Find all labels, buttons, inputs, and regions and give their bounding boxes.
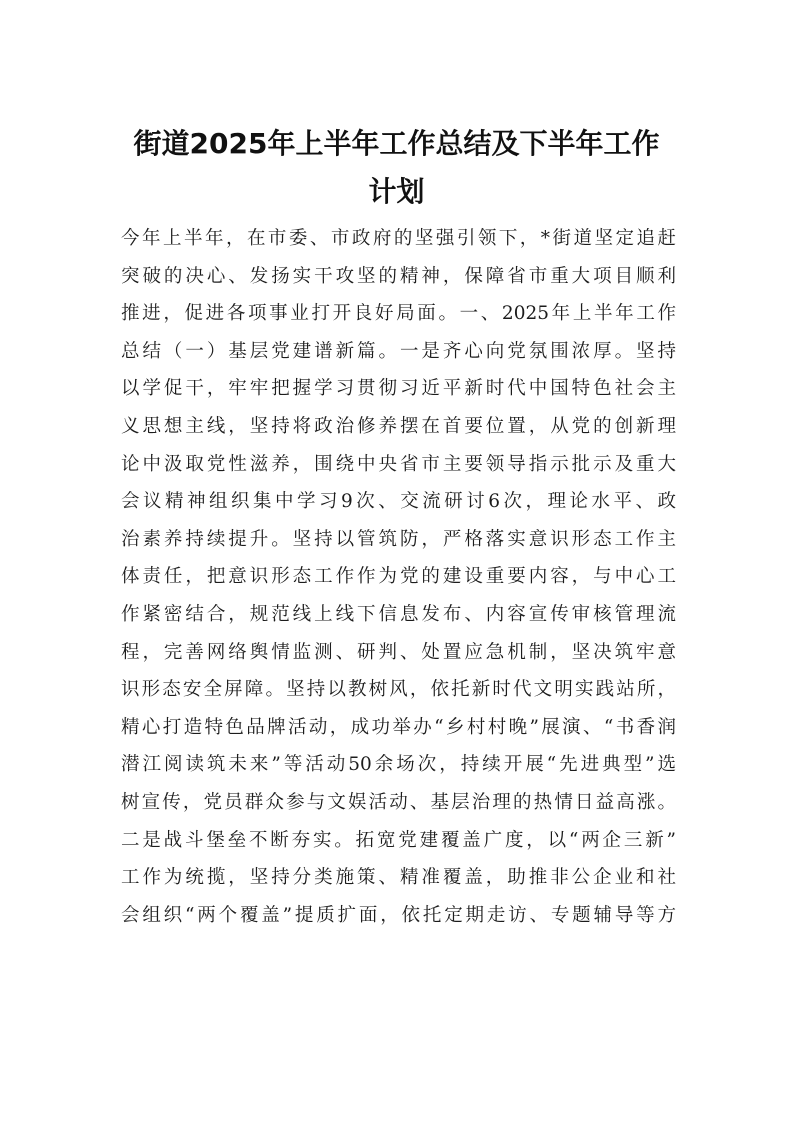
body-line-19: 会组织“两个覆盖”提质扩面，依托定期走访、专题辅导等方 <box>121 904 676 926</box>
body-line-6: 义思想主线，坚持将政治修养摆在首要位置，从党的创新理 <box>121 415 676 437</box>
body-line-13: 识形态安全屏障。坚持以教树风，依托新时代文明实践站所， <box>121 679 676 701</box>
body-line-4: 总结（一）基层党建谱新篇。一是齐心向党氛围浓厚。坚持 <box>121 340 676 362</box>
body-line-11: 作紧密结合，规范线上线下信息发布、内容宣传审核管理流 <box>121 603 676 625</box>
body-line-5: 以学促干，牢牢把握学习贯彻习近平新时代中国特色社会主 <box>121 378 676 400</box>
title-line-2: 计划 <box>368 175 425 208</box>
body-line-18: 工作为统揽，坚持分类施策、精准覆盖，助推非公企业和社 <box>121 867 676 889</box>
document-title <box>100 120 693 216</box>
title-line-1: 街道2025年上半年工作总结及下半年工作 <box>133 127 660 160</box>
body-line-7: 论中汲取党性滋养，围绕中央省市主要领导指示批示及重大 <box>121 453 676 475</box>
body-line-14: 精心打造特色品牌活动，成功举办“乡村村晚”展演、“书香润 <box>121 716 676 738</box>
body-line-2: 突破的决心、发扬实干攻坚的精神，保障省市重大项目顺利 <box>121 265 676 287</box>
document-body <box>121 220 676 934</box>
body-line-9: 治素养持续提升。坚持以管筑防，严格落实意识形态工作主 <box>121 528 676 550</box>
body-line-16: 树宣传，党员群众参与文娱活动、基层治理的热情日益高涨。 <box>121 791 676 813</box>
body-line-1: 今年上半年，在市委、市政府的坚强引领下，*街道坚定追赶 <box>121 228 676 249</box>
body-line-3: 推进，促进各项事业打开良好局面。一、2025年上半年工作 <box>121 303 676 325</box>
body-line-15: 潜江阅读筑未来”等活动50余场次，持续开展“先进典型”选 <box>121 754 676 776</box>
body-line-17: 二是战斗堡垒不断夯实。拓宽党建覆盖广度，以“两企三新” <box>121 829 676 851</box>
body-line-8: 会议精神组织集中学习9次、交流研讨6次，理论水平、政 <box>121 491 676 513</box>
body-line-12: 程，完善网络舆情监测、研判、处置应急机制，坚决筑牢意 <box>121 641 676 663</box>
body-line-10: 体责任，把意识形态工作作为党的建设重要内容，与中心工 <box>121 566 676 588</box>
